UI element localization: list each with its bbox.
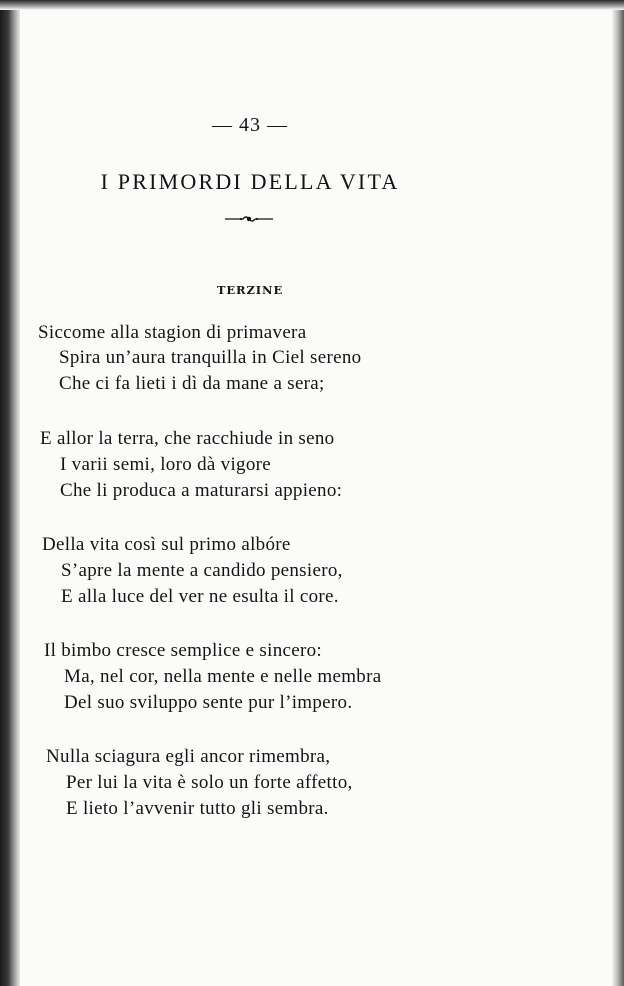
poem-line: Il bimbo cresce semplice e sincero: — [44, 640, 322, 661]
poem-line: S’apre la mente a candido pensiero, — [61, 560, 343, 581]
poem-line: Del suo sviluppo sente pur l’impero. — [64, 692, 353, 713]
poem-line: Spira un’aura tranquilla in Ciel sereno — [59, 347, 362, 368]
title-ornament-icon — [225, 212, 273, 226]
poem-line: I varii semi, loro dà vigore — [60, 454, 272, 475]
poem-line: E alla luce del ver ne esulta il core. — [61, 586, 339, 607]
poem-line: Per lui la vita è solo un forte affetto, — [66, 772, 353, 793]
poem-line: E lieto l’avvenir tutto gli sembra. — [66, 798, 329, 819]
poem-line: Nulla sciagura egli ancor rimembra, — [46, 746, 331, 767]
page-edge-shadow — [612, 0, 624, 986]
page-top-shadow — [0, 0, 624, 10]
poem-line: E allor la terra, che racchiude in seno — [40, 428, 335, 449]
page-binding-shadow — [0, 0, 20, 986]
poem-line: Che li produca a maturarsi appieno: — [60, 480, 343, 501]
poem-line: Siccome alla stagion di primavera — [38, 322, 307, 343]
poem-line: Della vita così sul primo albóre — [42, 534, 291, 555]
page-number: — 43 — — [212, 114, 288, 136]
section-label: TERZINE — [216, 283, 284, 297]
poem-line: Ma, nel cor, nella mente e nelle membra — [64, 666, 382, 687]
poem-line: Che ci fa lieti i dì da mane a sera; — [59, 373, 325, 394]
poem-title: I PRIMORDI DELLA VITA — [100, 169, 400, 194]
